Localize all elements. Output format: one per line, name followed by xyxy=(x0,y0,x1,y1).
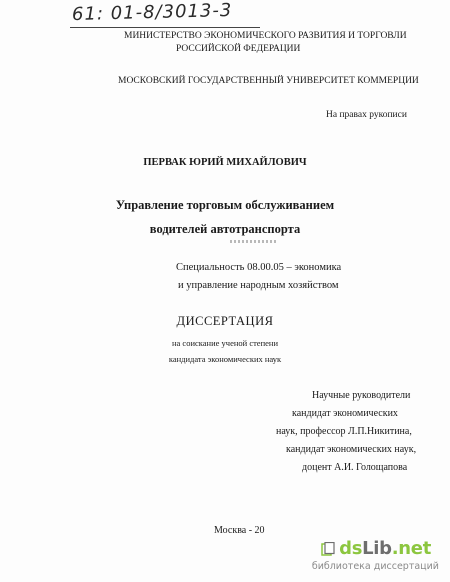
ministry-name-line1: МИНИСТЕРСТВО ЭКОНОМИЧЕСКОГО РАЗВИТИЯ И ТОРГОВЛИ xyxy=(124,31,407,41)
supervisor-line: кандидат экономических xyxy=(292,408,398,419)
specialty-line1: Специальность 08.00.05 – экономика xyxy=(176,262,342,273)
degree-line2: кандидата экономических наук xyxy=(168,354,282,364)
city-year: Москва - 20 xyxy=(214,525,265,536)
author-name: ПЕРВАК ЮРИЙ МИХАЙЛОВИЧ xyxy=(143,157,307,168)
ministry-name-line2: РОССИЙСКОЙ ФЕДЕРАЦИИ xyxy=(176,44,301,54)
thesis-title-line2: водителей автотранспорта xyxy=(149,222,301,236)
work-type-heading: ДИССЕРТАЦИЯ xyxy=(176,314,274,328)
university-name: МОСКОВСКИЙ ГОСУДАРСТВЕННЫЙ УНИВЕРСИТЕТ КОММЕРЦИИ xyxy=(118,76,419,86)
manuscript-rights-note: На правах рукописи xyxy=(326,110,407,120)
brand-part-lib: Lib xyxy=(362,538,392,559)
degree-line1: на соискание ученой степени xyxy=(171,338,278,348)
supervisor-line: наук, профессор Л.П.Никитина, xyxy=(276,426,412,437)
supervisor-line: доцент А.И. Голощапова xyxy=(302,462,408,473)
handwritten-underline xyxy=(70,27,260,28)
dslib-brand xyxy=(339,538,431,559)
supervisors-heading: Научные руководители xyxy=(312,390,411,401)
thesis-title-line1: Управление торговым обслуживанием xyxy=(115,198,335,212)
dslib-logo-icon xyxy=(321,542,335,556)
brand-part-ds: ds xyxy=(339,538,363,559)
scan-smudge xyxy=(230,240,278,243)
specialty-line2: и управление народным хозяйством xyxy=(178,280,339,291)
brand-part-net: .net xyxy=(391,538,431,559)
handwritten-archive-number: 61: 01-8/3013-3 xyxy=(71,0,233,26)
supervisor-line: кандидат экономических наук, xyxy=(286,444,417,455)
dslib-watermark[interactable] xyxy=(311,538,441,574)
dslib-tagline: библиотека диссертаций xyxy=(311,561,439,572)
